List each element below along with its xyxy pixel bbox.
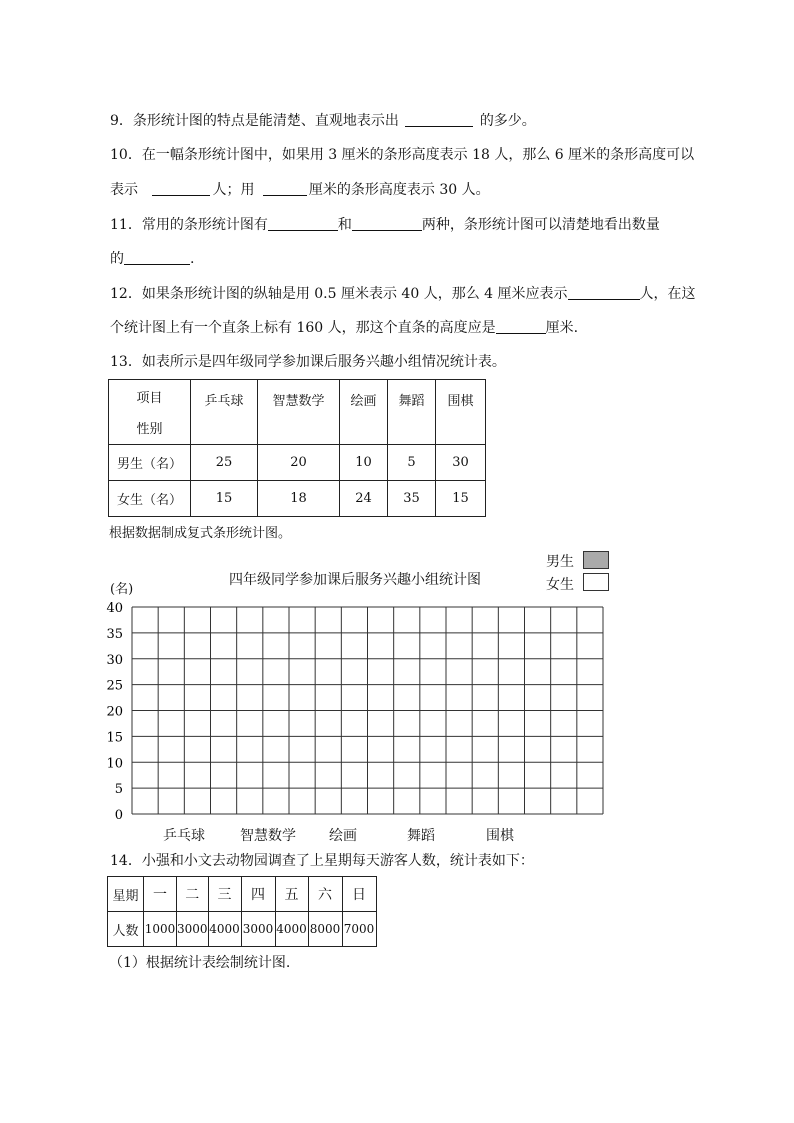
table-row — [109, 445, 486, 481]
day-cell: 三 — [208, 877, 241, 912]
count-cell: 8000 — [308, 912, 342, 947]
day-cell: 六 — [308, 877, 342, 912]
table-cell: 24 — [340, 481, 388, 517]
count-cell: 4000 — [208, 912, 241, 947]
category-label: 乒乓球 — [163, 828, 205, 844]
q11-answer-blank-2[interactable] — [352, 216, 422, 231]
table-row — [109, 481, 486, 517]
y-tick-label: 25 — [106, 678, 123, 694]
chart-y-axis-label: (名) — [110, 582, 134, 597]
table-cell: 10 — [340, 445, 388, 481]
y-tick-label: 20 — [106, 704, 123, 720]
count-cell: 3000 — [177, 912, 209, 947]
y-tick-label: 35 — [106, 626, 123, 642]
q10-text-end: 厘米的条形高度表示 30 人。 — [308, 182, 490, 198]
q10-answer-blank-1[interactable] — [152, 181, 210, 196]
legend-female-label: 女生 — [546, 577, 574, 593]
table-cell: 35 — [388, 481, 436, 517]
table-cell: 30 — [436, 445, 486, 481]
q9-answer-blank[interactable] — [405, 112, 473, 127]
question-13-intro: 13．如表所示是四年级同学参加课后服务兴趣小组情况统计表。 — [110, 354, 506, 370]
chart-y-ticks — [106, 601, 123, 823]
table-cell: 18 — [258, 481, 340, 517]
question-12-line2 — [110, 319, 578, 337]
question-10-line1: 10．在一幅条形统计图中，如果用 3 厘米的条形高度表示 18 人，那么 6 厘米的条形高度可以 — [110, 147, 695, 163]
y-tick-label: 40 — [106, 601, 123, 616]
day-cell: 一 — [144, 877, 177, 912]
q11-text-mid: 和 — [337, 217, 352, 233]
y-tick-label: 15 — [106, 730, 123, 746]
table-cell: 15 — [436, 481, 486, 517]
interest-group-table — [108, 379, 486, 517]
question-10-line2 — [110, 181, 490, 199]
q12-text-end: 人，在这 — [639, 286, 696, 302]
q11-text-2-end: . — [190, 251, 195, 267]
chart-title: 四年级同学参加课后服务兴趣小组统计图 — [229, 572, 481, 588]
table-row — [108, 912, 377, 947]
q11-text-end: 两种，条形统计图可以清楚地看出数量 — [421, 217, 660, 233]
header-item: 项目 — [136, 391, 163, 406]
count-cell: 1000 — [144, 912, 177, 947]
y-tick-label: 0 — [114, 808, 123, 823]
count-cell: 7000 — [342, 912, 376, 947]
row-label: 女生（名） — [109, 481, 191, 517]
q10-text: 表示 — [110, 182, 138, 198]
count-cell: 3000 — [241, 912, 275, 947]
category-label: 智慧数学 — [240, 828, 296, 844]
chart-grid — [132, 607, 603, 814]
day-cell: 五 — [275, 877, 308, 912]
question-9 — [110, 112, 536, 130]
row-label: 男生（名） — [109, 445, 191, 481]
y-tick-label: 30 — [106, 652, 123, 668]
table-row — [108, 877, 377, 912]
q11-answer-blank-3[interactable] — [124, 250, 190, 265]
q12-text-2: 个统计图上有一个直条上标有 160 人，那这个直条的高度应是 — [110, 320, 496, 336]
row-label: 人数 — [108, 912, 144, 947]
table-cell: 25 — [191, 445, 258, 481]
day-cell: 日 — [342, 877, 376, 912]
day-cell: 二 — [177, 877, 209, 912]
q12-text-2-end: 厘米. — [545, 320, 579, 336]
header-gender: 性别 — [136, 422, 163, 437]
question-14-intro: 14．小强和小文去动物园调查了上星期每天游客人数，统计表如下： — [110, 853, 534, 869]
column-header: 围棋 — [436, 380, 486, 445]
q10-text-mid: 人；用 — [212, 182, 255, 198]
q9-text-end: 的多少。 — [479, 113, 536, 129]
q12-answer-blank-1[interactable] — [568, 285, 640, 300]
day-cell: 四 — [241, 877, 275, 912]
column-header: 绘画 — [340, 380, 388, 445]
q12-answer-blank-2[interactable] — [496, 319, 546, 334]
y-tick-label: 5 — [114, 782, 123, 798]
q11-answer-blank-1[interactable] — [268, 216, 338, 231]
visitor-table — [107, 876, 377, 947]
y-tick-label: 10 — [106, 756, 123, 772]
question-11-line2 — [110, 250, 194, 268]
q11-text: 11．常用的条形统计图有 — [110, 217, 268, 233]
q11-text-2: 的 — [110, 251, 124, 267]
column-header: 舞蹈 — [388, 380, 436, 445]
q13-instruction: 根据数据制成复式条形统计图。 — [109, 526, 292, 541]
legend-male-swatch — [583, 551, 609, 569]
category-label: 围棋 — [486, 828, 514, 844]
q9-text: 9．条形统计图的特点是能清楚、直观地表示出 — [110, 113, 399, 129]
category-label: 绘画 — [329, 828, 357, 844]
table-cell: 5 — [388, 445, 436, 481]
question-14-sub-1: （1）根据统计表绘制统计图. — [109, 955, 291, 971]
row-label: 星期 — [108, 877, 144, 912]
table-header-cell — [109, 380, 191, 445]
category-label: 舞蹈 — [407, 828, 435, 844]
q10-answer-blank-2[interactable] — [263, 181, 307, 196]
table-cell: 20 — [258, 445, 340, 481]
count-cell: 4000 — [275, 912, 308, 947]
question-12-line1 — [110, 285, 696, 303]
question-11-line1 — [110, 216, 660, 234]
table-cell: 15 — [191, 481, 258, 517]
legend-male-label: 男生 — [546, 554, 574, 570]
column-header: 智慧数学 — [258, 380, 340, 445]
q12-text: 12．如果条形统计图的纵轴是用 0.5 厘米表示 40 人，那么 4 厘米应表示 — [110, 286, 568, 302]
column-header: 乒乓球 — [191, 380, 258, 445]
legend-female-swatch — [583, 573, 609, 591]
